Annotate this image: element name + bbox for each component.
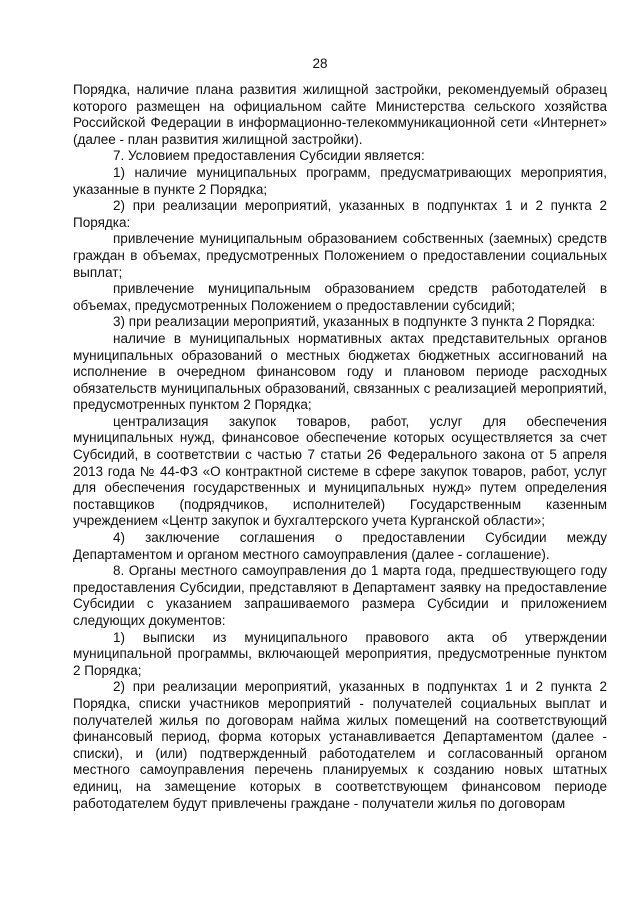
paragraph: 1) наличие муниципальных программ, предусматривающих мероприятия, указанные в пункте 2 Порядка; — [73, 164, 607, 197]
paragraph: 4) заключение соглашения о предоставлении Субсидии между Департаментом и органом местного самоуправления (далее - соглашение). — [73, 530, 607, 562]
paragraph: 3) при реализации мероприятий, указанных в подпункте 3 пункта 2 Порядка: — [113, 314, 596, 330]
paragraph: 8. Органы местного самоуправления до 1 марта года, предшествующего году предоставления Субсидии, представляют в Департамент заявку на предоставление Субсидии с указанием запрашиваемого размера Субсидии и приложением следующих документов: — [73, 563, 607, 628]
paragraph: привлечение муниципальным образованием собственных (заемных) средств граждан в объемах, предусмотренных Положением о предоставлении социальных выплат; — [73, 231, 607, 280]
paragraph: 7. Условием предоставления Субсидии является: — [113, 148, 425, 164]
paragraph: Порядка, наличие плана развития жилищной застройки, рекомендуемый образец которого размещен на официальном сайте Министерства сельского хозяйства Российской Федерации в информационно-телекоммуникационной сети «Интернет» (далее - план развития жилищной застройки). — [73, 82, 607, 147]
paragraph: 1) выписки из муниципального правового акта об утверждении муниципальной программы, включающей мероприятия, предусмотренные пунктом 2 Порядка; — [73, 629, 607, 678]
paragraph: привлечение муниципальным образованием средств работодателей в объемах, предусмотренных Положением о предоставлении субсидий; — [73, 281, 607, 313]
document-body — [73, 82, 607, 812]
page-number: 28 — [312, 56, 328, 71]
paragraph: 2) при реализации мероприятий, указанных в подпунктах 1 и 2 пункта 2 Порядка: — [73, 198, 607, 230]
paragraph: 2) при реализации мероприятий, указанных в подпунктах 1 и 2 пункта 2 Порядка, списки участников мероприятий - получателей социальных выплат и получателей жилья по договорам найма жилых помещений на соответствующий финансовый период, форма которых устанавливается Департаментом (далее - списки), и (или) подтвержденный работодателем и согласованный органом местного самоуправления перечень планируемых к созданию новых штатных единиц, на замещение которых в соответствующем финансовом периоде работодателем будут привлечены граждане - получатели жилья по договорам — [73, 679, 607, 811]
paragraph: наличие в муниципальных нормативных актах представительных органов муниципальных образований о местных бюджетах бюджетных ассигнований на исполнение в очередном финансовом году и плановом периоде расходных обязательств муниципальных образований, связанных с реализацией мероприятий, предусмотренных пунктом 2 Порядка; — [73, 330, 607, 413]
paragraph: централизация закупок товаров, работ, услуг для обеспечения муниципальных нужд, финансовое обеспечение которых осуществляется за счет Субсидий, в соответствии с частью 7 статьи 26 Федерального закона от 5 апреля 2013 года № 44-ФЗ «О контрактной системе в сфере закупок товаров, работ, услуг для обеспечения государственных и муниципальных нужд» путем определения поставщиков (подрядчиков, исполнителей) Государственным казенным учреждением «Центр закупок и бухгалтерского учета Курганской области»; — [73, 413, 607, 529]
